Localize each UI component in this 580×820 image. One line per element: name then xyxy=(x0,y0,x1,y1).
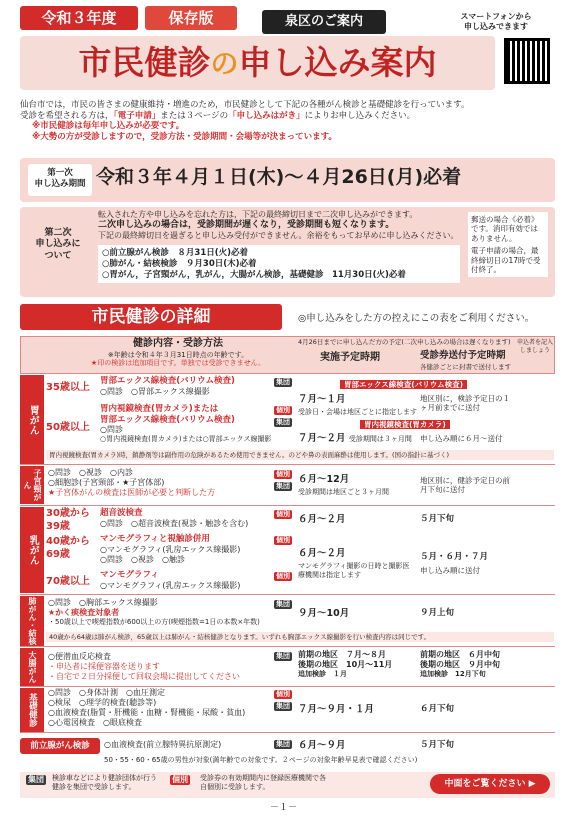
row-stomach-label: 胃がん xyxy=(20,375,44,465)
stomach-35-content xyxy=(100,376,235,397)
intro-note1: ※市民健診は毎年申し込みが必要です。 xyxy=(32,121,185,132)
legend-individual-tag: 個別 xyxy=(172,775,188,784)
group-tag: 集団 xyxy=(276,482,290,490)
title-a: 市民健診 xyxy=(78,43,211,83)
cervix-item2: ○細胞診(子宮頸部・★子宮体部) xyxy=(48,478,165,487)
h-content-note2: ★印の検診は追加項目です。単独では受診できません。 xyxy=(90,359,266,368)
prostate-period: ６月～９月 xyxy=(298,740,346,751)
cervix-item1: ○問診 ○視診 ○内診 xyxy=(48,468,133,477)
detail-heading-text: 市民健診の詳細 xyxy=(91,307,211,327)
stomach-age-50: 50歳以上 xyxy=(46,422,90,433)
stomach-xray-mail: 地区別に，検診予定日の１ヶ月前までに送付 xyxy=(420,394,510,413)
second-l2: 二次申し込みの場合は，受診期間が遅くなり，受診期間も短くなります。 xyxy=(98,220,395,230)
group-tag: 集団 xyxy=(276,702,290,710)
divider xyxy=(20,464,555,465)
breast-30-period: ６月～２月 xyxy=(298,514,346,525)
colon-item1: ○便潜血反応検査 xyxy=(48,652,111,661)
basic-mail: ６月下旬 xyxy=(420,704,455,714)
stomach-35-items: ○問診 ○胃部エックス線撮影 xyxy=(100,386,210,396)
title-no: の xyxy=(210,46,239,80)
breast-40-content xyxy=(100,534,240,565)
cervix-period-note: 受診期間は地区ごと３ヶ月間 xyxy=(298,488,389,496)
deadline-prostate: ○前立腺がん検診 ８月31日(火)必着 xyxy=(102,248,249,259)
colon-mail-late: 後期の地区 ９月中旬 xyxy=(420,660,500,669)
next-page-button[interactable] xyxy=(430,774,550,794)
intro-text: によりお申し込みください。 xyxy=(304,110,416,121)
lung-period: ９月～10月 xyxy=(298,608,350,619)
cervix-mail: 地区別に，健診予定日の前月下旬に送付 xyxy=(420,476,510,495)
breast-age-30: 30歳から39歳 xyxy=(46,508,90,532)
individual-tag: 個別 xyxy=(276,536,290,544)
stomach-warning: 胃内視鏡検査(胃カメラ)時，鎮静剤等は副作用の危険があるため使用できません。のどや鼻の表面麻酔は使用します。(国の指針に基づく) xyxy=(46,450,554,460)
stomach-xray-period: ７月～１月 xyxy=(298,394,346,405)
stomach-xray-tag: 胃部エックス線検査(バリウム検査) xyxy=(340,380,467,389)
basic-item2: ○検尿 ○理学的検査(聴診等) xyxy=(48,698,157,707)
page-number: －１－ xyxy=(270,803,298,813)
breast-40-period: ６月～２月 xyxy=(298,548,346,559)
stomach-50-content xyxy=(100,404,271,444)
basic-period: ７月～９月・１月 xyxy=(298,704,375,715)
colon-mail-extra: 追加検診 12月下旬 xyxy=(420,670,486,678)
stomach-xray-period-note: 受診日・会場は地区ごとに指定します xyxy=(298,408,417,416)
colon-content xyxy=(48,652,240,682)
group-tag: 集団 xyxy=(276,378,290,386)
colon-period-early: 前期の地区 ７月～８月 xyxy=(298,650,386,659)
intro-note2: ※大勢の方が受診しますので，受診方法・受診期間・会場等が決まっています。 xyxy=(32,131,337,142)
group-tag: 集団 xyxy=(276,652,290,660)
online-note-text: 電子申請の場合，最終締切日の17時で受付終了。 xyxy=(471,246,541,274)
page-title xyxy=(20,36,495,90)
basic-item1: ○問診 ○身体計測 ○血圧測定 xyxy=(48,688,165,697)
colon-item2: ・申込者に採便容器を送ります xyxy=(48,662,160,671)
individual-tag: 個別 xyxy=(276,572,290,580)
title-c: 案内 xyxy=(370,43,437,83)
cervix-note: ★子宮体がんの検査は医師が必要と判断した方 xyxy=(48,488,216,497)
breast-40-mail: ５月・６月・７月 xyxy=(420,552,489,562)
postcard-link[interactable]: 「申し込みはがき」 xyxy=(228,110,305,121)
cervix-content xyxy=(48,468,215,498)
second-label: 第二次 申し込みに ついて xyxy=(35,228,81,261)
stomach-age-35: 35歳以上 xyxy=(46,382,90,393)
first-period-dates: 令和３年４月１日(木)～４月26日(月)必着 xyxy=(96,166,462,188)
area-badge: 泉区のご案内 xyxy=(262,10,386,34)
stomach-50-title: 胃内視鏡検査(胃カメラ)または xyxy=(100,404,219,414)
lung-note: 40歳から64歳は肺がん検診，65歳以上は肺がん・結核健診となります。いずれも胸部エックス線撮影を行い検査内容は同じです。 xyxy=(46,632,554,642)
breast-40-mail-note: 申し込み順に送付 xyxy=(420,566,480,575)
h-content xyxy=(60,338,296,368)
divider xyxy=(20,505,555,506)
lung-item1: ○問診 ○胸部エックス線撮影 xyxy=(48,598,158,607)
h-box: 申込者を記入しましょう xyxy=(517,339,554,354)
h-period: 実施予定時期 xyxy=(320,352,380,363)
intro-line2 xyxy=(20,111,560,122)
deadline-lung: ○肺がん・結核検診 ９月30日(木)必着 xyxy=(102,258,257,269)
legend-group-tag: 集団 xyxy=(28,775,44,784)
individual-tag: 個別 xyxy=(276,470,290,478)
h-top: 4月26日までに申し込んだ方の予定(二次申し込みの場合は遅くなります) xyxy=(298,338,511,346)
h-content-note1: ※年齢は令和４年３月31日時点の年齢です。 xyxy=(107,350,249,359)
row-prostate-label: 前立腺がん検診 xyxy=(20,738,100,754)
lung-item2: ★かく痰検査対象者 xyxy=(48,608,120,617)
colon-mail xyxy=(420,650,500,679)
row-lung-label: 肺がん・結核 xyxy=(20,596,44,646)
legend-group-desc: 検診車などにより健診団体が行う健診を集団で受診します。 xyxy=(52,774,157,791)
title-b: 申し込み xyxy=(238,43,371,83)
divider xyxy=(20,732,555,733)
mail-note-text: 郵送の場合《必着》です。消印有効ではありません。 xyxy=(471,215,539,243)
h-mail2: 各健診ごとに封書で送付します xyxy=(420,363,511,371)
breast-40-item1: ○マンモグラフィ(乳房エックス線撮影) xyxy=(100,544,241,554)
stomach-endo-period xyxy=(298,433,412,445)
basic-item4: ○心電図検査 ○眼底検査 xyxy=(48,718,142,727)
row-basic-label: 基礎健診 xyxy=(20,688,44,732)
lung-item3: ・50歳以上で喫煙指数が600以上の方(喫煙指数=1日の本数×年数) xyxy=(48,618,260,626)
colon-period xyxy=(298,650,392,679)
row-breast-label: 乳がん xyxy=(20,507,44,593)
prostate-note: 50・55・60・65歳の男性が対象(満年齢での対象です。２ページの対象年齢早見表で確認ください) xyxy=(104,756,418,764)
row-cervix-label: 子宮頸がん xyxy=(20,466,44,504)
group-tag: 集団 xyxy=(276,418,290,426)
detail-heading xyxy=(20,304,282,330)
breast-70-items: ○マンモグラフィ(乳房エックス線撮影) xyxy=(100,580,241,590)
e-application-link[interactable]: 「電子申請」 xyxy=(113,110,161,121)
group-tag: 集団 xyxy=(276,600,290,608)
stomach-endo-tag: 胃内視鏡検査(胃カメラ) xyxy=(360,420,450,429)
stomach-50-title2: 胃部エックス線検査(バリウム検査) xyxy=(100,414,235,425)
row-colon-label: 大腸がん xyxy=(20,648,44,686)
qr-code[interactable] xyxy=(504,38,550,84)
h-content-title: 健診内容・受診方法 xyxy=(133,338,223,349)
mail-note xyxy=(468,212,548,277)
intro-text: 受診を希望される方は， xyxy=(20,110,114,121)
divider xyxy=(20,686,555,687)
divider xyxy=(20,594,555,595)
second-l1: 転入された方や申し込みを忘れた方は，下記の最終締切日まで二次申し込みができます。 xyxy=(98,210,418,219)
group-tag: 集団 xyxy=(276,740,290,748)
divider xyxy=(20,646,555,647)
breast-40-period-note: マンモグラフィ撮影の日時と撮影医療機関は指定します xyxy=(298,562,410,579)
colon-period-extra: 追加検診 １月 xyxy=(298,670,347,678)
detail-use-note: ◎申し込みをした方の控えにこの表をご利用ください。 xyxy=(298,313,535,324)
individual-tag: 個別 xyxy=(276,510,290,518)
breast-30-mail: ５月下旬 xyxy=(420,514,455,524)
smartphone-note: スマートフォンから 申し込みできます xyxy=(460,12,532,31)
h-mail: 受診券送付予定時期 xyxy=(420,350,506,361)
breast-age-40: 40歳から69歳 xyxy=(46,536,90,560)
colon-period-late: 後期の地区 10月～11月 xyxy=(298,660,393,669)
breast-70-content xyxy=(100,570,240,591)
lung-mail: ９月上旬 xyxy=(420,608,455,618)
stomach-35-title: 胃部エックス線検査(バリウム検査) xyxy=(100,376,235,386)
arrow-right-icon: ▶ xyxy=(528,779,536,789)
breast-30-content xyxy=(100,508,248,529)
edition-badge: 保存版 xyxy=(145,6,237,30)
stomach-50-item2: ○胃内視鏡検査(胃カメラ)または○胃部エックス線撮影 xyxy=(100,435,272,444)
cervix-period: ６月～12月 xyxy=(298,474,350,485)
intro-text: または３ページの xyxy=(160,110,229,121)
individual-tag: 個別 xyxy=(276,690,290,698)
second-text xyxy=(98,210,460,283)
breast-40-item2: ○問診 ○視診 ○触診 xyxy=(100,554,185,564)
next-page-text: 中面をご覧ください xyxy=(444,779,526,789)
legend-individual-desc: 受診券の有効期間内に登録医療機関で各自個別に受診します。 xyxy=(200,774,326,791)
breast-40-title: マンモグラフィと視触診併用 xyxy=(100,534,210,544)
basic-content xyxy=(48,688,245,728)
breast-age-70: 70歳以上 xyxy=(46,576,90,587)
first-period-label: 第一次 申し込み期間 xyxy=(28,164,92,196)
breast-30-items: ○問診 ○超音波検査(視診・触診を含む) xyxy=(100,518,249,528)
colon-mail-early: 前期の地区 ６月中旬 xyxy=(420,650,500,659)
stomach-endo-period-note: 受診期間は３ヶ月間 xyxy=(348,435,412,443)
intro xyxy=(20,100,560,143)
stomach-endo-period-value: ７月～２月 xyxy=(298,433,346,444)
basic-item3: ○血液検査(脂質・肝機能・血糖・腎機能・尿酸・貧血) xyxy=(48,708,246,717)
year-badge: 令和３年度 xyxy=(20,6,138,30)
colon-item3: ・自宅で２日分採便して回収会場に提出してください xyxy=(48,672,240,681)
stomach-endo-mail: 申し込み順に６月～送付 xyxy=(420,434,503,443)
breast-70-title: マンモグラフィ xyxy=(100,570,159,580)
stomach-50-item1: ○問診 xyxy=(100,425,123,435)
individual-tag: 個別 xyxy=(276,406,290,414)
breast-30-title: 超音波検査 xyxy=(100,508,143,518)
deadline-others: ○胃がん，子宮頸がん，乳がん，大腸がん検診，基礎健診 11月30日(火)必着 xyxy=(102,269,406,280)
prostate-item: ○血液検査(前立腺特異抗原測定) xyxy=(104,740,222,749)
second-l3: 下記の最終締切日を過ぎると申し込み受付ができません。余裕をもってお早めに申し込みください。 xyxy=(98,231,459,241)
prostate-mail: ５月下旬 xyxy=(420,740,455,750)
intro-line1: 仙台市では，市民の皆さまの健康維持・増進のため，市民健診として下記の各種がん検診と基礎健診を行っています。 xyxy=(20,100,470,110)
lung-content xyxy=(48,598,260,627)
